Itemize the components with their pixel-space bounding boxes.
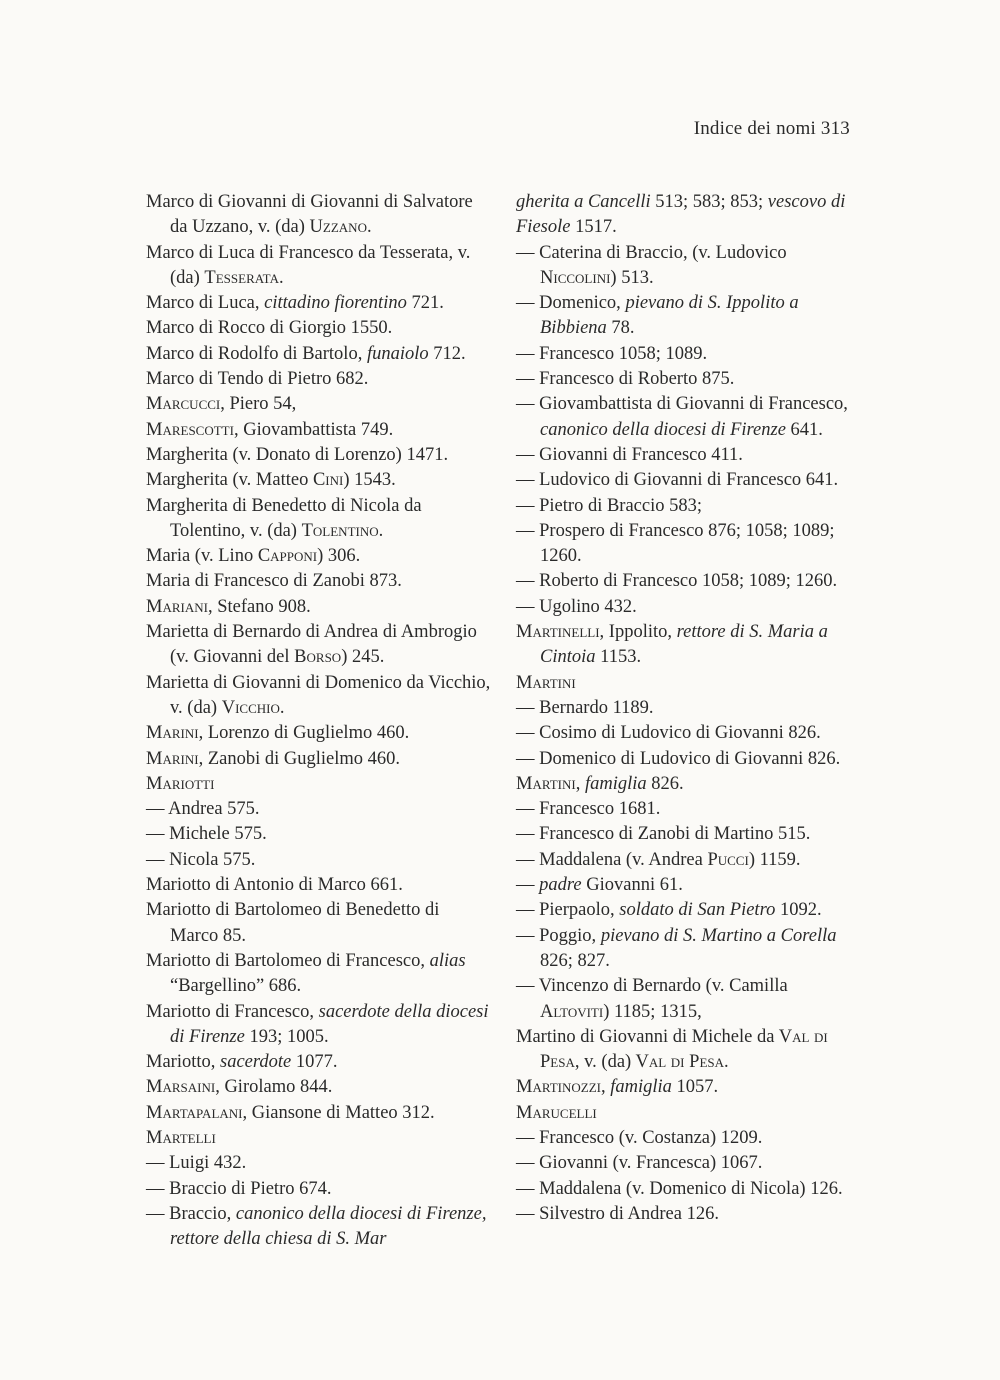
index-entry (516, 1025, 861, 1076)
index-entry (146, 772, 491, 797)
index-entry (146, 848, 491, 873)
entry-text: — Prospero di Francesco 876; 1058; 1089; 1260. (516, 520, 835, 567)
index-entry (146, 1000, 491, 1051)
entry-text: — Silvestro di Andrea 126. (516, 1203, 719, 1224)
surname-text: al di (648, 1052, 685, 1073)
entry-text: . (366, 217, 372, 238)
surname-text: Tolentino (301, 520, 379, 541)
index-entry (516, 468, 861, 493)
index-entry (516, 797, 861, 822)
index-entry (516, 924, 861, 975)
entry-text: — Pietro di Braccio 583; (516, 495, 702, 516)
entry-text: P (684, 1052, 700, 1073)
entry-text: — Cosimo di Ludovico di Giovanni 826. (516, 723, 821, 744)
surname-text: Niccolini (540, 267, 611, 288)
index-entry (516, 342, 861, 367)
surname-text: Borso (294, 647, 342, 668)
surname-text: Vicchio (221, 697, 280, 718)
entry-text: — Vincenzo di Bernardo (v. Camilla (516, 976, 788, 997)
italic-text: canonico della diocesi di Firenze, rettore della chiesa di S. Mar (170, 1203, 487, 1250)
entry-text: — Michele 575. (146, 824, 267, 845)
entry-text: . (724, 1052, 729, 1073)
index-entry (516, 190, 861, 241)
entry-text: 641. (785, 419, 823, 440)
surname-text: Mariani (146, 596, 208, 617)
entry-text: 193; 1005. (244, 1026, 329, 1047)
entry-text: 1517. (570, 217, 617, 238)
entry-text: — Giovambattista di Giovanni di Francesco, (516, 394, 848, 415)
index-entry (516, 291, 861, 342)
entry-text: Marietta di Giovanni di Domenico da Vicchio, v. (da) (146, 672, 491, 718)
entry-text: — Bernardo 1189. (516, 697, 654, 718)
surname-text: Marini (146, 748, 199, 769)
index-entry (146, 1202, 491, 1253)
entry-text: — Maddalena (v. Andrea (516, 849, 708, 870)
surname-text: Martinozzi (516, 1077, 601, 1098)
index-entry (146, 949, 491, 1000)
index-entry (516, 241, 861, 292)
entry-text: ) 306. (317, 546, 361, 567)
entry-text: — Maddalena (v. Domenico di Nicola) 126. (516, 1178, 843, 1199)
index-entry (516, 620, 861, 671)
index-entry (516, 1101, 861, 1126)
index-entry (516, 747, 861, 772)
index-entry (146, 1075, 491, 1100)
entry-text: — Francesco 1681. (516, 799, 661, 820)
index-entry (516, 848, 861, 873)
index-entry (516, 772, 861, 797)
entry-text: 1153. (595, 647, 642, 668)
index-entry (516, 392, 861, 443)
entry-text: ) 245. (341, 647, 385, 668)
entry-text: Mariotto di Bartolomeo di Francesco, (146, 950, 430, 971)
entry-text: — (516, 875, 540, 896)
italic-text: sacerdote della diocesi di Firenze (170, 1001, 489, 1047)
entry-text: Marco di Luca di Francesco da Tesserata, v. (da) (146, 242, 471, 288)
index-entry (516, 696, 861, 721)
entry-text: Marco di Giovanni di Giovanni di Salvatore da Uzzano, v. (da) (146, 192, 473, 238)
surname-text: esa (699, 1052, 724, 1073)
surname-text: Martapalani (146, 1102, 243, 1123)
surname-text: Martinelli (516, 622, 600, 643)
entry-text: Marietta di Bernardo di Andrea di Ambrogio (v. Giovanni del (146, 622, 477, 668)
italic-text: padre (539, 875, 582, 896)
entry-text: , Giovambattista 749. (233, 419, 394, 440)
index-entry (146, 494, 491, 545)
entry-text: — Ludovico di Giovanni di Francesco 641. (516, 470, 839, 491)
surname-text: al di (792, 1026, 828, 1047)
index-entry (146, 468, 491, 493)
index-entry (146, 367, 491, 392)
surname-text: Mariotti (146, 773, 215, 794)
italic-text: vescovo di Fiesole (516, 192, 846, 238)
entry-text: Maria di Francesco di Zanobi 873. (146, 571, 402, 592)
entry-text: Marco di Rocco di Giorgio 1550. (146, 318, 393, 339)
index-entry (146, 797, 491, 822)
entry-text: , Lorenzo di Guglielmo 460. (198, 723, 410, 744)
surname-text: Marescotti (146, 419, 234, 440)
index-entry (146, 898, 491, 949)
italic-text: famiglia (584, 773, 647, 794)
index-entry (146, 1101, 491, 1126)
entry-text: 826; 827. (540, 950, 610, 971)
index-entry (146, 1126, 491, 1151)
index-entry (516, 443, 861, 468)
entry-text: “Bargellino” 686. (170, 976, 302, 997)
index-entry (146, 418, 491, 443)
surname-text: Altoviti (540, 1001, 604, 1022)
entry-text: — Giovanni di Francesco 411. (516, 444, 743, 465)
italic-text: pievano di S. Ippolito a Bibbiena (540, 293, 799, 339)
entry-text: , Zanobi di Guglielmo 460. (198, 748, 400, 769)
italic-text: cittadino fiorentino (264, 293, 407, 314)
index-entry (516, 1177, 861, 1202)
index-entry (146, 822, 491, 847)
entry-text: — Francesco di Roberto 875. (516, 369, 735, 390)
index-entry (516, 1075, 861, 1100)
entry-text: — Caterina di Braccio, (v. Ludovico (516, 242, 787, 263)
entry-text: — Nicola 575. (146, 849, 256, 870)
entry-text: — Braccio, (146, 1203, 236, 1224)
entry-text: , (575, 773, 585, 794)
surname-text: Capponi (257, 546, 318, 567)
entry-text: 1077. (291, 1052, 338, 1073)
italic-text: sacerdote (220, 1052, 292, 1073)
surname-text: Martini (516, 672, 576, 693)
entry-text: Giovanni 61. (581, 875, 683, 896)
entry-text: — Francesco 1058; 1089. (516, 343, 708, 364)
entry-text: , Stefano 908. (207, 596, 311, 617)
index-entry (146, 671, 491, 722)
entry-text: Mariotto di Francesco, (146, 1001, 319, 1022)
italic-text: canonico della diocesi di Firenze (540, 419, 786, 440)
index-entry (146, 721, 491, 746)
entry-text: Marco di Luca, (146, 293, 265, 314)
entry-text: , Piero 54, (220, 394, 297, 415)
index-entry (516, 1202, 861, 1227)
surname-text: Marini (146, 723, 199, 744)
index-entry (146, 342, 491, 367)
entry-text: — Poggio, (516, 925, 601, 946)
surname-text: Uzzano (309, 217, 367, 238)
entry-text: 1057. (671, 1077, 719, 1098)
index-entry (146, 443, 491, 468)
index-entry (146, 595, 491, 620)
entry-text: — Domenico di Ludovico di Giovanni 826. (516, 748, 841, 769)
index-entry (146, 1050, 491, 1075)
entry-text: Margherita (v. Matteo (146, 470, 313, 491)
index-entry (516, 494, 861, 519)
entry-text: — Giovanni (v. Francesca) 1067. (516, 1153, 763, 1174)
italic-text: alias (429, 950, 466, 971)
index-entry (516, 367, 861, 392)
entry-text: Mariotto, (146, 1052, 220, 1073)
index-entry (516, 898, 861, 923)
entry-text: — Ugolino 432. (516, 596, 637, 617)
entry-text: 513; 583; 853; (650, 192, 768, 212)
index-entry (516, 569, 861, 594)
index-column-right (516, 190, 861, 1227)
entry-text: ) 513. (610, 267, 654, 288)
entry-text: . (278, 267, 284, 288)
index-entry (146, 1151, 491, 1176)
index-entry (516, 1151, 861, 1176)
entry-text: Marco di Tendo di Pietro 682. (146, 369, 369, 390)
italic-text: gherita a Cancelli (516, 192, 651, 212)
surname-text: Cini (312, 470, 344, 491)
entry-text: — Roberto di Francesco 1058; 1089; 1260. (516, 571, 838, 592)
entry-text: Marco di Rodolfo di Bartolo, (146, 343, 367, 364)
index-entry (146, 544, 491, 569)
index-entry (146, 316, 491, 341)
italic-text: soldato di San Pietro (619, 900, 776, 921)
entry-text: — Domenico, (516, 293, 626, 314)
entry-text: — Luigi 432. (146, 1153, 247, 1174)
index-column-left (146, 190, 491, 1252)
entry-text: . (279, 697, 285, 718)
entry-text: ) 1159. (748, 849, 801, 870)
entry-text: , v. (da) V (574, 1052, 649, 1073)
entry-text: Margherita di Benedetto di Nicola da Tolentino, v. (da) (146, 495, 422, 541)
surname-text: Marsaini (146, 1077, 216, 1098)
surname-text: Pucci (707, 849, 749, 870)
index-entry (516, 974, 861, 1025)
surname-text: Marucelli (516, 1102, 597, 1123)
entry-text: 1092. (775, 900, 822, 921)
running-header: Indice dei nomi 313 (693, 118, 850, 139)
italic-text: funaiolo (366, 343, 429, 364)
entry-text: Mariotto di Antonio di Marco 661. (146, 875, 403, 896)
index-entry (516, 671, 861, 696)
italic-text: rettore di S. Maria a Cintoia (540, 622, 828, 668)
entry-text: 712. (428, 343, 466, 364)
index-entry (146, 241, 491, 292)
index-entry (146, 291, 491, 316)
index-entry (146, 569, 491, 594)
entry-text: Maria (v. Lino (146, 546, 258, 567)
surname-text: Martini (516, 773, 576, 794)
index-entry (516, 822, 861, 847)
index-entry (146, 1177, 491, 1202)
surname-text: Martelli (146, 1127, 216, 1148)
entry-text: Mariotto di Bartolomeo di Benedetto di Marco 85. (146, 900, 440, 946)
entry-text: 826. (646, 773, 684, 794)
surname-text: esa (550, 1052, 575, 1073)
entry-text: Margherita (v. Donato di Lorenzo) 1471. (146, 444, 449, 465)
index-entry (146, 747, 491, 772)
entry-text: , (601, 1077, 611, 1098)
index-entry (516, 519, 861, 570)
entry-text: ) 1543. (343, 470, 396, 491)
entry-text: — Francesco (v. Costanza) 1209. (516, 1127, 763, 1148)
entry-text: , Giansone di Matteo 312. (242, 1102, 435, 1123)
index-entry (146, 190, 491, 241)
entry-text: — Andrea 575. (146, 799, 260, 820)
entry-text: ) 1185; 1315, (603, 1001, 702, 1022)
index-entry (516, 721, 861, 746)
index-entry (146, 873, 491, 898)
entry-text: , Ippolito, (599, 622, 677, 643)
italic-text: famiglia (610, 1077, 672, 1098)
entry-text: , Girolamo 844. (215, 1077, 333, 1098)
surname-text: Tesserata (204, 267, 279, 288)
index-entry (516, 1126, 861, 1151)
surname-text: Marcucci (146, 394, 221, 415)
index-entry (146, 620, 491, 671)
entry-text: — Braccio di Pietro 674. (146, 1178, 332, 1199)
index-entry (516, 873, 861, 898)
entry-text: 78. (606, 318, 635, 339)
entry-text: . (378, 520, 384, 541)
entry-text: 721. (406, 293, 444, 314)
entry-text: P (540, 1052, 551, 1073)
entry-text: — Pierpaolo, (516, 900, 620, 921)
index-entry (516, 595, 861, 620)
entry-text: Martino di Giovanni di Michele da V (516, 1026, 793, 1047)
entry-text: — Francesco di Zanobi di Martino 515. (516, 824, 811, 845)
italic-text: pievano di S. Martino a Corella (600, 925, 837, 946)
index-entry (146, 392, 491, 417)
